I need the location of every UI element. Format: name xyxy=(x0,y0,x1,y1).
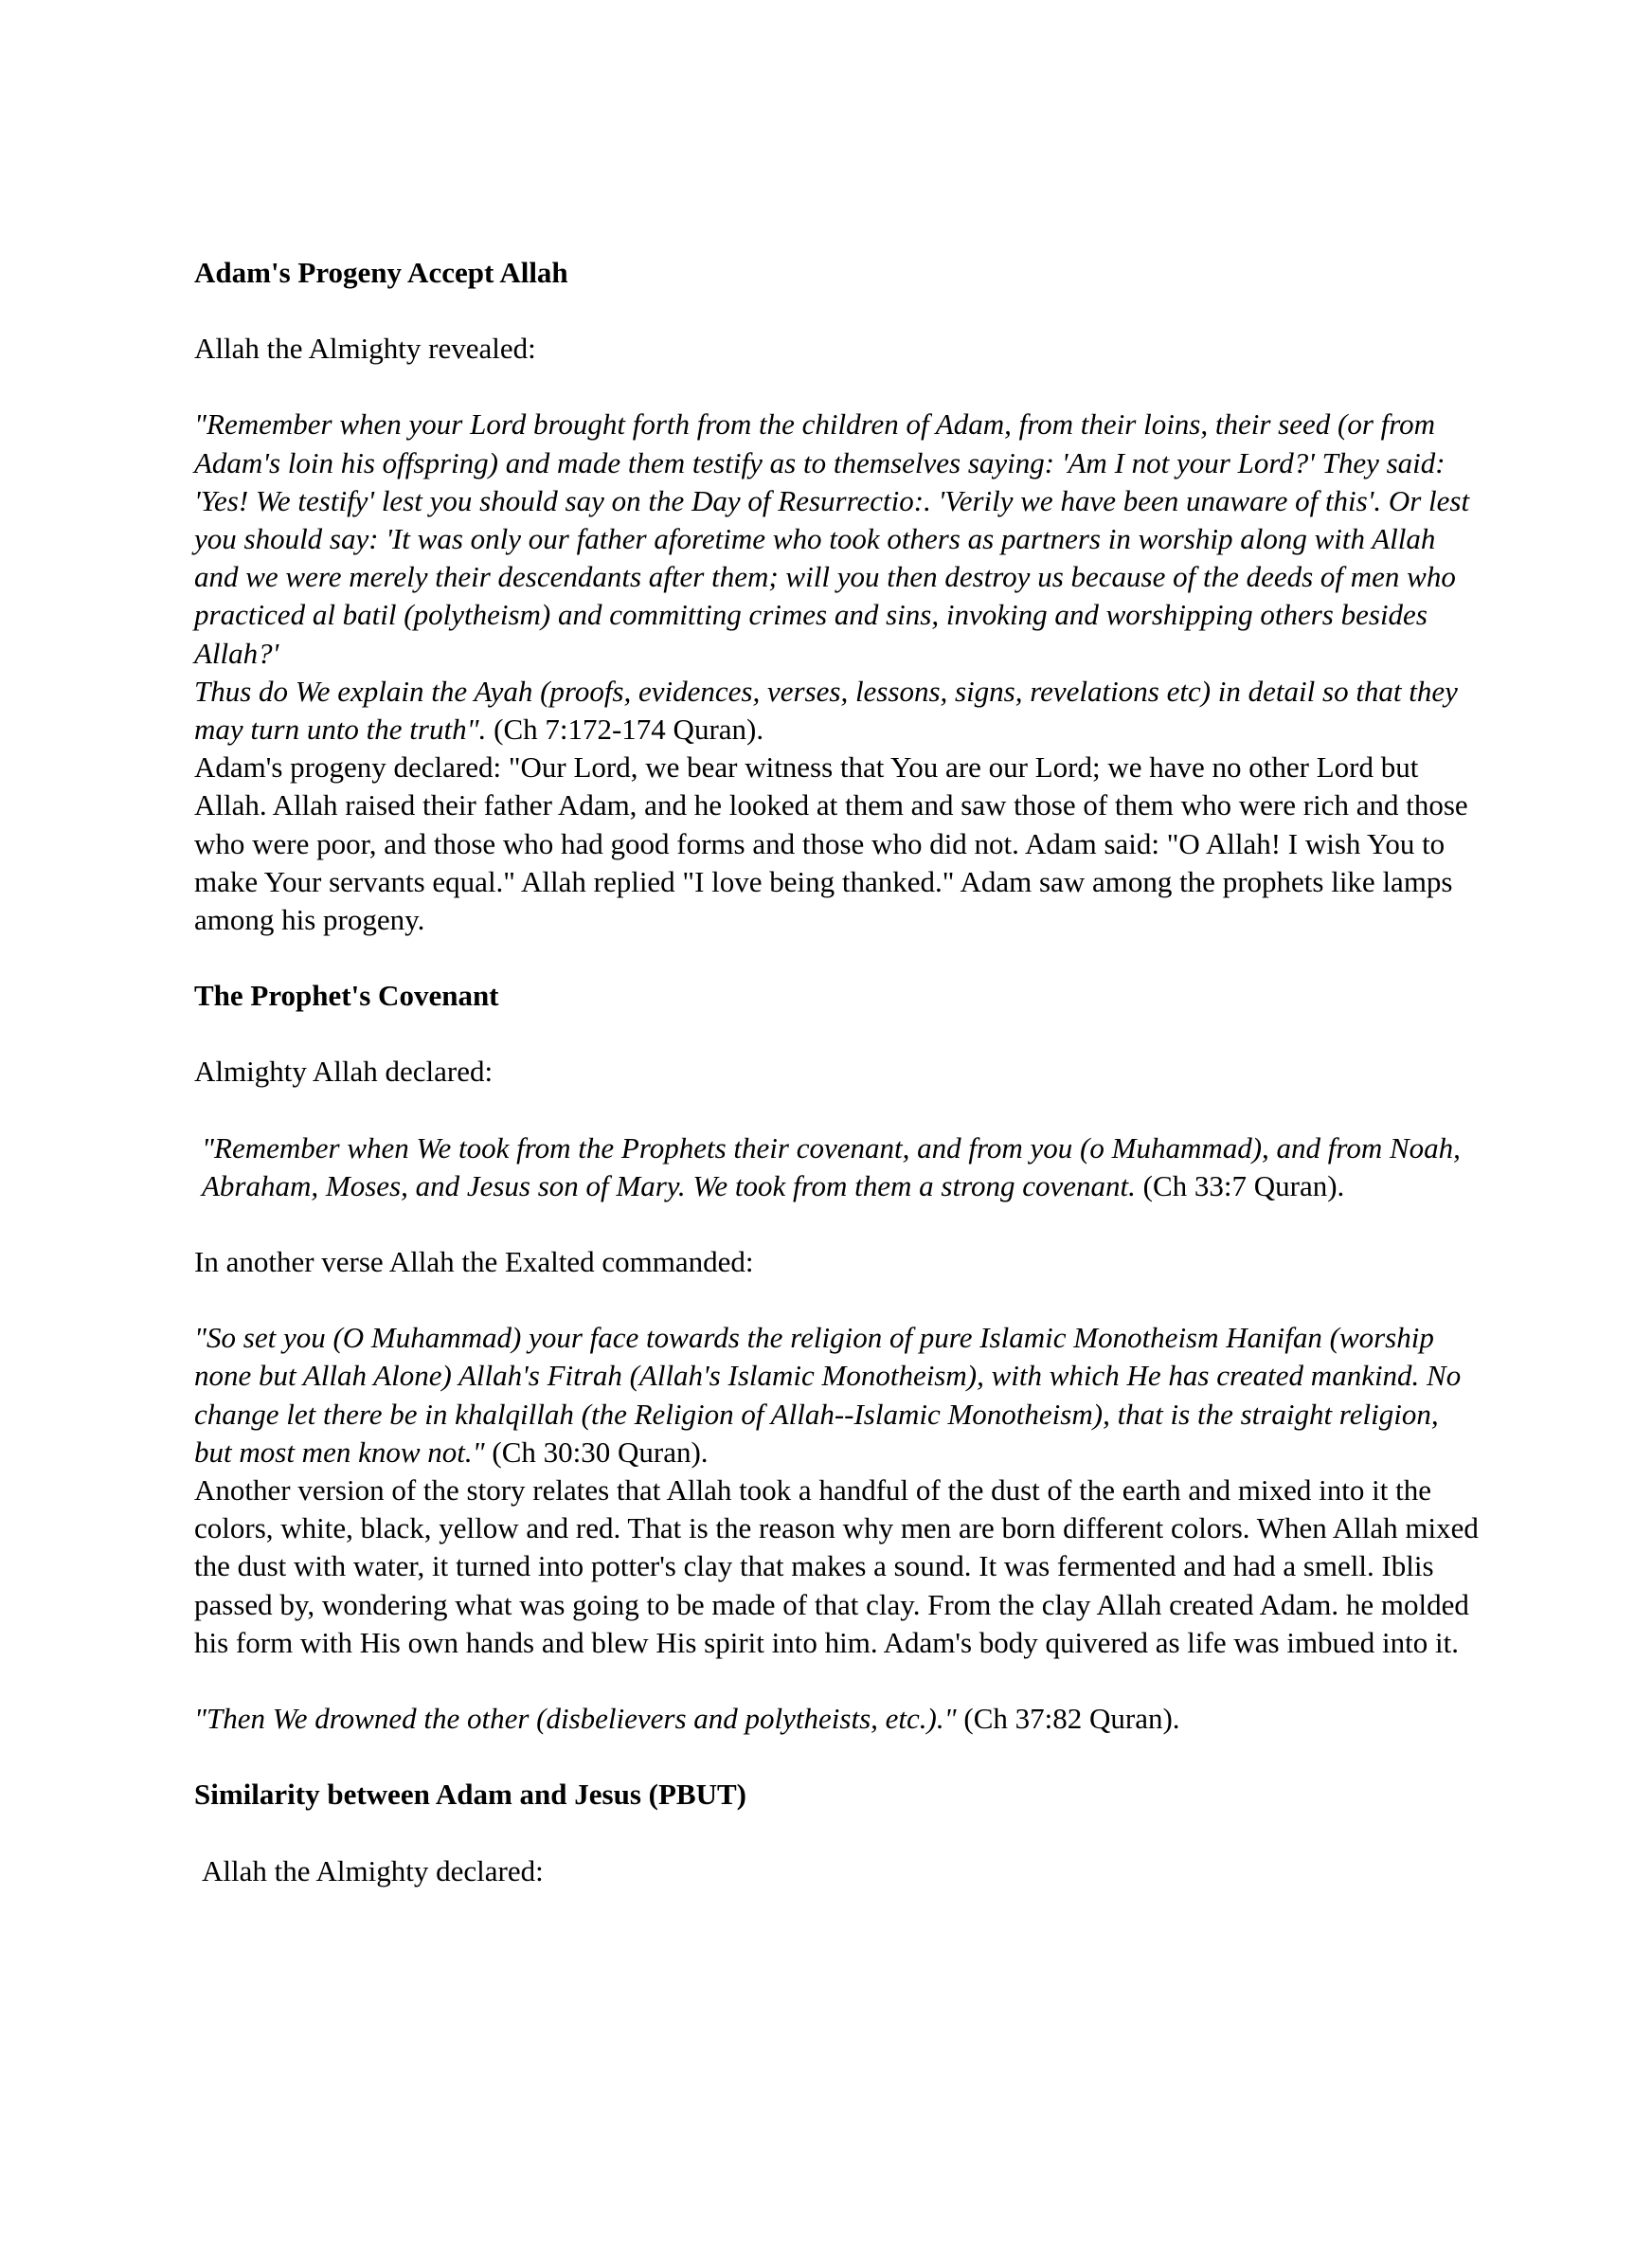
verse-reference: (Ch 7:172-174 Quran). xyxy=(486,713,764,747)
quran-verse-block xyxy=(194,673,1482,749)
verse-reference: (Ch 37:82 Quran). xyxy=(956,1702,1180,1736)
intro-text: Almighty Allah declared: xyxy=(194,1055,494,1089)
section-heading-adam-and-jesus: Similarity between Adam and Jesus (PBUT) xyxy=(194,1778,746,1812)
verse-text: "Then We drowned the other (disbelievers and polytheists, etc.)." xyxy=(194,1702,957,1736)
intro-text: In another verse Allah the Exalted commanded: xyxy=(194,1245,754,1279)
verse-text: "So set you (O Muhammad) your face towards the religion of pure Islamic Monotheism Hanifan (worship none but Allah Alone) Allah's Fitrah (Allah's Islamic Monotheism), with which He has created mankind. No change let there be in khalqillah (the Religion of Allah--Islamic Monotheism), that is the straight religion, but most men know not." xyxy=(194,1321,1462,1469)
section-heading-prophets-covenant: The Prophet's Covenant xyxy=(194,979,499,1013)
intro-text: Allah the Almighty declared: xyxy=(202,1853,544,1887)
quran-verse-block xyxy=(194,1129,1482,1205)
quran-verse-block xyxy=(194,406,1482,672)
intro-text: Allah the Almighty revealed: xyxy=(194,332,536,366)
verse-reference: (Ch 30:30 Quran). xyxy=(484,1435,709,1469)
verse-reference: (Ch 33:7 Quran). xyxy=(1135,1168,1345,1202)
verse-text: "Remember when We took from the Prophets their covenant, and from you (o Muhammad), and from Noah, Abraham, Moses, and Jesus son of Mary. We took from them a strong covenant. xyxy=(202,1130,1461,1202)
body-paragraph: Adam's progeny declared: "Our Lord, we bear witness that You are our Lord; we have no other Lord but Allah. Allah raised their father Adam, and he looked at them and saw those of them who were rich and those who were poor, and those who had good forms and those who did not. Adam said: "O Allah! I wish You to make Your servants equal." Allah replied "I love being thanked." Adam saw among the prophets like lamps among his progeny. xyxy=(194,750,1468,937)
quran-verse-block xyxy=(194,1700,1482,1738)
section-heading-adams-progeny: Adam's Progeny Accept Allah xyxy=(194,256,568,289)
verse-text: Thus do We explain the Ayah (proofs, evidences, verses, lessons, signs, revelations etc) in detail so that they may turn unto the truth". xyxy=(194,674,1458,747)
quran-verse-block xyxy=(194,1319,1482,1472)
body-paragraph: Another version of the story relates that Allah took a handful of the dust of the earth and mixed into it the colors, white, black, yellow and red. That is the reason why men are born different colors. When Allah mixed the dust with water, it turned into potter's clay that makes a sound. It was fermented and had a smell. Iblis passed by, wondering what was going to be made of that clay. From the clay Allah created Adam. he molded his form with His own hands and blew His spirit into him. Adam's body quivered as life was imbued into it. xyxy=(194,1473,1479,1659)
verse-text: "Remember when your Lord brought forth from the children of Adam, from their loins, their seed (or from Adam's loin his offspring) and made them testify as to themselves saying: 'Am I not your Lord?' They said: 'Yes! We testify' lest you should say on the Day of Resurrectio:. 'Verily we have been unaware of this'. Or lest you should say: 'It was only our father aforetime who took others as partners in worship along with Allah and we were merely their descendants after them; will you then destroy us because of the deeds of men who practiced al batil (polytheism) and committing crimes and sins, invoking and worshipping others besides Allah?' xyxy=(194,407,1470,670)
document-page xyxy=(194,254,1482,1890)
